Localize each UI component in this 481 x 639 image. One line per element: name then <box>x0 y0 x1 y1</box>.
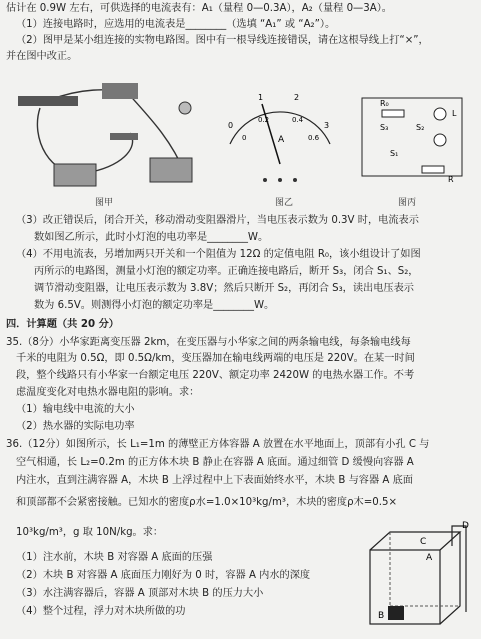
ammeter-unit: A <box>278 135 285 145</box>
text-line-5: （3）改正错误后，闭合开关，移动滑动变阻器滑片，当电压表示数为 0.3V 时，电流表示 <box>16 215 419 226</box>
caption-jia: 图甲 <box>95 198 114 208</box>
lamp-symbol <box>434 108 446 120</box>
text-line-24: （2）木块 B 对容器 A 底面压力刚好为 0 时，容器 A 内水的深度 <box>16 570 311 581</box>
tick-3: 3 <box>324 121 330 130</box>
text-line-22: 10³kg/m³，g 取 10N/kg。求： <box>16 527 164 538</box>
tick-0: 0 <box>228 121 234 130</box>
voltmeter-device <box>150 158 192 182</box>
rheostat-symbol <box>422 166 444 173</box>
rheostat <box>18 96 78 106</box>
text-line-20: 内注水，直到注满容器 A，木块 B 上浮过程中上下表面始终水平，木块 B 与容器 A 底面 <box>16 475 413 486</box>
section-heading: 四．计算题（共 20 分） <box>6 319 119 330</box>
small-tick-2: 0.4 <box>292 116 304 124</box>
text-line-21: 和顶部都不会紧密接触。已知水的密度ρ水=1.0×10³kg/m³，木块的密度ρ木=0.5× <box>16 497 398 508</box>
figure-bing-circuit <box>350 92 470 184</box>
battery <box>102 83 138 99</box>
label-a: A <box>426 553 433 563</box>
label-s3: S₃ <box>380 123 389 132</box>
label-s2: S₂ <box>416 123 425 132</box>
label-c: C <box>420 537 427 547</box>
block-b <box>388 606 404 620</box>
text-line-9: 调节滑动变阻器，让电压表示数为 3.8V；然后只断开 S₂，再闭合 S₃，读出电压表示 <box>34 283 414 294</box>
text-line-23: （1）注水前，木块 B 对容器 A 底面的压强 <box>16 552 213 563</box>
text-line-13: 千米的电阻为 0.5Ω，即 0.5Ω/km，变压器加在输电线两端的电压是 220V。在某一时间 <box>16 353 415 364</box>
resistor-r0 <box>382 110 404 117</box>
label-s1: S₁ <box>390 149 399 158</box>
voltmeter-symbol <box>434 134 446 146</box>
text-line-18: 36.（12分）如图所示，长 L₁=1m 的薄壁正方体容器 A 放置在水平地面上，顶部有小孔 C 与 <box>6 439 430 450</box>
text-line-25: （3）水注满容器后，容器 A 顶部对木块 B 的压力大小 <box>16 588 264 599</box>
text-line-2: （1）连接电路时，应选用的电流表是________（选填 “A₁” 或 “A₂”）。 <box>16 19 336 30</box>
text-line-4: 并在图中改正。 <box>6 51 78 62</box>
text-line-15: 虑温度变化对电热水器电阻的影响。求： <box>16 387 200 398</box>
text-line-8: 丙所示的电路图，测量小灯泡的额定功率。正确连接电路后，断开 S₃，闭合 S₁、S₂， <box>34 266 419 277</box>
figure-yi-ammeter <box>220 84 340 194</box>
lamp <box>179 102 191 114</box>
label-b: B <box>378 611 385 621</box>
tick-2: 2 <box>294 93 300 102</box>
tube-d <box>452 526 466 612</box>
text-line-6: 数如图乙所示，此时小灯泡的电功率是________W。 <box>34 232 269 243</box>
label-r: R <box>448 175 454 184</box>
text-line-12: 35.（8分）小华家距离变压器 2km，在变压器与小华家之间的两条输电线，每条输电线每 <box>6 337 411 348</box>
figure-container-box <box>360 520 472 632</box>
text-line-10: 数为 6.5V。则测得小灯泡的额定功率是________W。 <box>34 300 275 311</box>
small-tick-0: 0 <box>242 134 247 142</box>
text-line-1: 估计在 0.9W 左右，可供选择的电流表有：A₁（量程 0—0.3A），A₂（量程 0—3A）。 <box>6 3 392 14</box>
caption-bing: 图丙 <box>398 198 417 208</box>
small-tick-1: 0.2 <box>258 116 270 124</box>
text-line-14: 段，整个线路只有小华家一台额定电压 220V、额定功率 2420W 的电热水器工作。不考 <box>16 370 415 381</box>
caption-yi: 图乙 <box>275 198 294 208</box>
tick-1: 1 <box>258 93 264 102</box>
label-l: L <box>452 109 457 118</box>
text-line-17: （2）热水器的实际电功率 <box>16 421 135 432</box>
figure-jia <box>10 78 210 190</box>
label-r0: R₀ <box>380 99 389 108</box>
text-line-16: （1）输电线中电流的大小 <box>16 404 135 415</box>
ammeter-device <box>54 164 96 186</box>
small-tick-3: 0.6 <box>308 134 320 142</box>
text-line-3: （2）图甲是某小组连接的实物电路图。图中有一根导线连接错误，请在这根导线上打“×”， <box>16 35 429 46</box>
text-line-26: （4）整个过程，浮力对木块所做的功 <box>16 606 186 617</box>
text-line-7: （4）不用电流表，另增加两只开关和一个阻值为 12Ω 的定值电阻 R₀，该小组设计了如图 <box>16 249 421 260</box>
switch <box>110 133 138 140</box>
label-d: D <box>462 521 469 531</box>
text-line-19: 空气相通，长 L₂=0.2m 的正方体木块 B 静止在容器 A 底面。通过细管 D 缓慢向容器 A <box>16 457 414 468</box>
